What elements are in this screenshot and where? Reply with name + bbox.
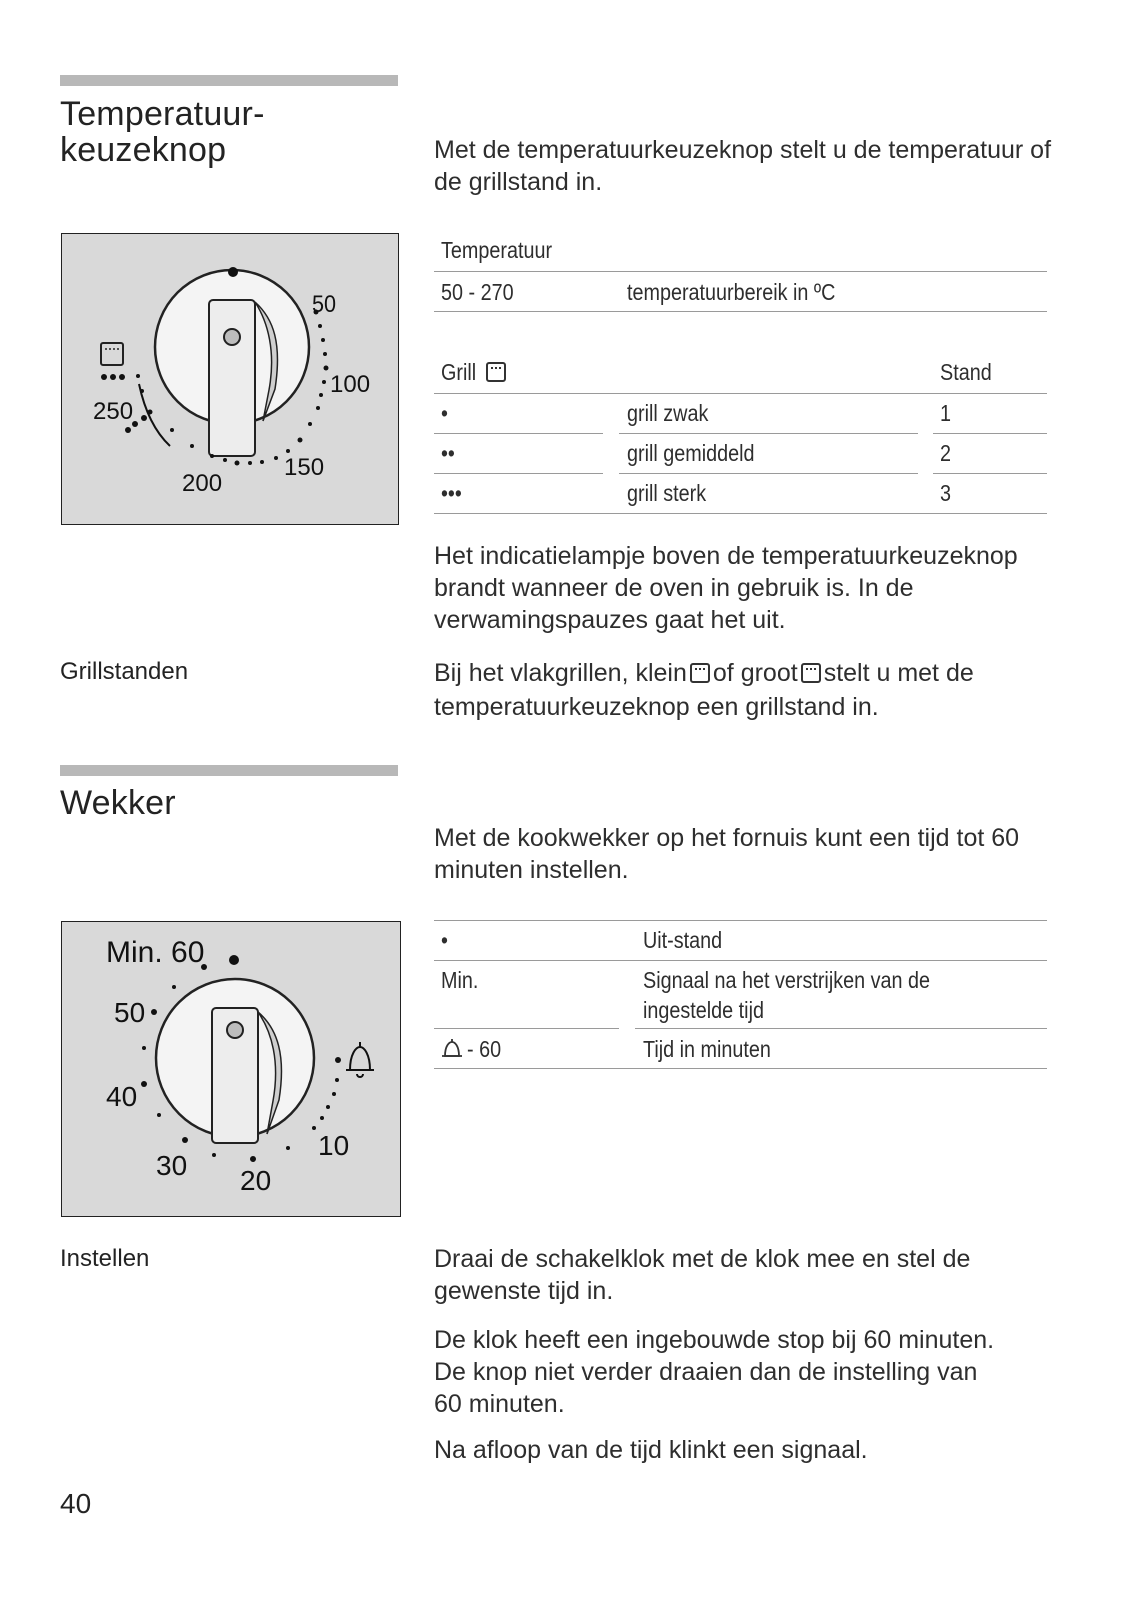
- temp-range-value: 50 - 270: [441, 279, 514, 305]
- grillstanden-line-1: [434, 657, 1054, 689]
- bell-icon: [346, 1042, 374, 1077]
- grill-row-3-dots: •••: [441, 480, 462, 506]
- grill-header-stand: Stand: [940, 359, 992, 385]
- grill-small-icon: [690, 663, 710, 683]
- grill-header-label: Grill: [441, 359, 477, 385]
- title-line-2: keuzeknop: [60, 131, 227, 169]
- timer-row-3-right: Tijd in minuten: [643, 1036, 771, 1062]
- temp-table-line-2: [434, 311, 1047, 312]
- dial-label-50: 50: [312, 289, 337, 318]
- intro-wekker: Met de kookwekker op het fornuis kunt een tijd tot 60 minuten instellen.: [434, 824, 1020, 884]
- dial-label-200: 200: [182, 470, 223, 497]
- intro-temperature: Met de temperatuurkeuzeknop stelt u de temperatuur of de grillstand in.: [434, 136, 1052, 196]
- timer-row-2-right: Signaal na het verstrijken van de: [643, 967, 930, 993]
- temperature-dial-svg: [62, 234, 397, 523]
- instellen-para-2-line-2: De knop niet verder draaien dan de instelling van: [434, 1358, 978, 1386]
- grill-row-2-stand: 2: [940, 440, 952, 466]
- timer-row-2-left: Min.: [441, 967, 479, 993]
- grill-row-1-desc: grill zwak: [627, 400, 709, 426]
- indicator-paragraph: Het indicatielampje boven de temperatuurkeuzeknop brandt wanneer de oven in gebruik is. In de verwamingspauzes gaat het uit.: [434, 542, 1018, 634]
- dial-label-100: 100: [330, 371, 371, 398]
- bell-small-icon: [441, 1038, 463, 1062]
- timer-line-0: [434, 920, 1047, 921]
- grillstanden-paragraph: [434, 657, 1054, 723]
- temp-range-desc: temperatuurbereik in ºC: [627, 279, 836, 305]
- title-line-1: Temperatuur-: [60, 95, 265, 133]
- timer-row-2-right-line2: ingestelde tijd: [643, 997, 764, 1023]
- temp-table-header: Temperatuur: [441, 237, 553, 263]
- instellen-para-2-line-3: 60 minuten.: [434, 1390, 565, 1418]
- grill-row-2-desc: grill gemiddeld: [627, 440, 755, 466]
- timer-row-3-left-text: - 60: [467, 1036, 502, 1062]
- instellen-label: Instellen: [60, 1245, 150, 1272]
- grill-line-0: [434, 393, 1047, 394]
- grillstanden-text-a: Bij het vlakgrillen, klein: [434, 659, 687, 687]
- grill-line-1b: [619, 433, 918, 434]
- grill-large-icon: [486, 362, 506, 382]
- timer-label-20: 20: [240, 1165, 272, 1196]
- grill-row-2-dots: ••: [441, 440, 455, 466]
- grill-line-1a: [434, 433, 603, 434]
- grillstanden-text-b: of groot: [712, 659, 798, 687]
- instellen-para-2: [434, 1324, 1054, 1420]
- grill-line-2b: [619, 473, 918, 474]
- section-rule-top: [60, 75, 398, 86]
- timer-label-30: 30: [156, 1150, 188, 1181]
- timer-label-min60: Min. 60: [106, 936, 205, 969]
- grillstanden-label: Grillstanden: [60, 658, 189, 685]
- section-title-wekker: Wekker: [60, 784, 176, 822]
- instellen-para-3: Na afloop van de tijd klinkt een signaal.: [434, 1436, 868, 1464]
- section-title-temperatuurkeuzeknop: [60, 96, 265, 168]
- grill-line-2a: [434, 473, 603, 474]
- page-number: 40: [60, 1488, 92, 1519]
- timer-label-40: 40: [106, 1081, 138, 1112]
- grill-line-1c: [933, 433, 1047, 434]
- timer-line-3: [434, 1068, 1047, 1069]
- grill-line-3: [434, 513, 1047, 514]
- grillstanden-text-c: stelt u met de: [823, 659, 974, 687]
- timer-dial-svg: [62, 922, 399, 1215]
- section-rule-wekker: [60, 765, 398, 776]
- timer-dial-figure: [61, 921, 401, 1217]
- timer-line-2b: [635, 1028, 1047, 1029]
- timer-row-1-left: •: [441, 927, 448, 953]
- grill-line-2c: [933, 473, 1047, 474]
- grill-row-3-desc: grill sterk: [627, 480, 707, 506]
- instellen-para-1: Draai de schakelklok met de klok mee en stel de gewenste tijd in.: [434, 1245, 971, 1305]
- grill-row-1-stand: 1: [940, 400, 952, 426]
- temperature-dial-figure: [61, 233, 399, 525]
- timer-line-2a: [434, 1028, 619, 1029]
- grill-header-cell: [441, 359, 482, 386]
- grill-row-3-stand: 3: [940, 480, 952, 506]
- timer-row-1-right: Uit-stand: [643, 927, 723, 953]
- timer-line-1: [434, 960, 1047, 961]
- dial-label-250: 250: [93, 398, 134, 425]
- grill-big-icon: [801, 663, 821, 683]
- dial-label-150: 150: [284, 454, 325, 481]
- temp-table-line-1: [434, 271, 1047, 272]
- grillstanden-line-2: temperatuurkeuzeknop een grillstand in.: [434, 693, 879, 721]
- timer-label-50: 50: [114, 997, 146, 1028]
- timer-label-10: 10: [318, 1130, 350, 1161]
- grill-row-1-dots: •: [441, 400, 448, 426]
- instellen-para-2-line-1: De klok heeft een ingebouwde stop bij 60 minuten.: [434, 1326, 995, 1354]
